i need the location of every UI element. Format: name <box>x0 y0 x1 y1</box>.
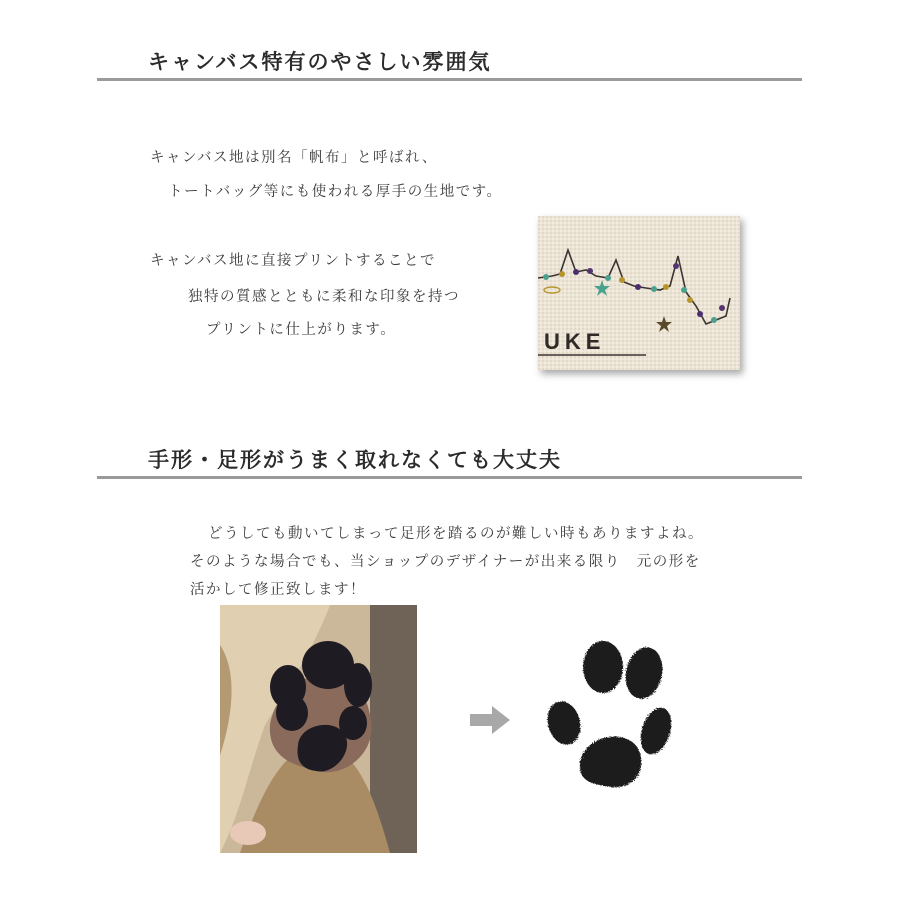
paw-text-line-1: どうしても動いてしまって足形を踏るのが難しい時もありますよね。 <box>208 526 704 542</box>
right-arrow-icon <box>470 706 510 734</box>
canvas-sample-text: UKE <box>544 329 606 354</box>
canvas-text-line-4: 独特の質感とともに柔和な印象を持つ <box>188 289 460 305</box>
canvas-text-line-2: トートバッグ等にも使われる厚手の生地です。 <box>168 184 503 200</box>
canvas-text-line-3: キャンバス地に直接プリントすることで <box>150 253 436 269</box>
canvas-text-line-1: キャンバス地は別名「帆布」と呼ばれ、 <box>150 150 438 166</box>
dog-paw-photo <box>220 605 417 853</box>
paw-print-icon <box>540 635 675 795</box>
heading-underline <box>97 78 802 81</box>
section-heading-canvas: キャンバス特有のやさしい雰囲気 <box>148 50 492 74</box>
heading-underline-2 <box>97 476 802 479</box>
canvas-texture-sample-image <box>538 216 740 370</box>
paw-text-line-2: そのような場合でも、当ショップのデザイナーが出来る限り 元の形を <box>190 554 701 570</box>
canvas-text-line-5: プリントに仕上がります。 <box>206 322 397 338</box>
section-heading-paw-fix: 手形・足形がうまく取れなくても大丈夫 <box>148 448 562 472</box>
paw-text-line-3: 活かして修正致します！ <box>190 582 366 598</box>
